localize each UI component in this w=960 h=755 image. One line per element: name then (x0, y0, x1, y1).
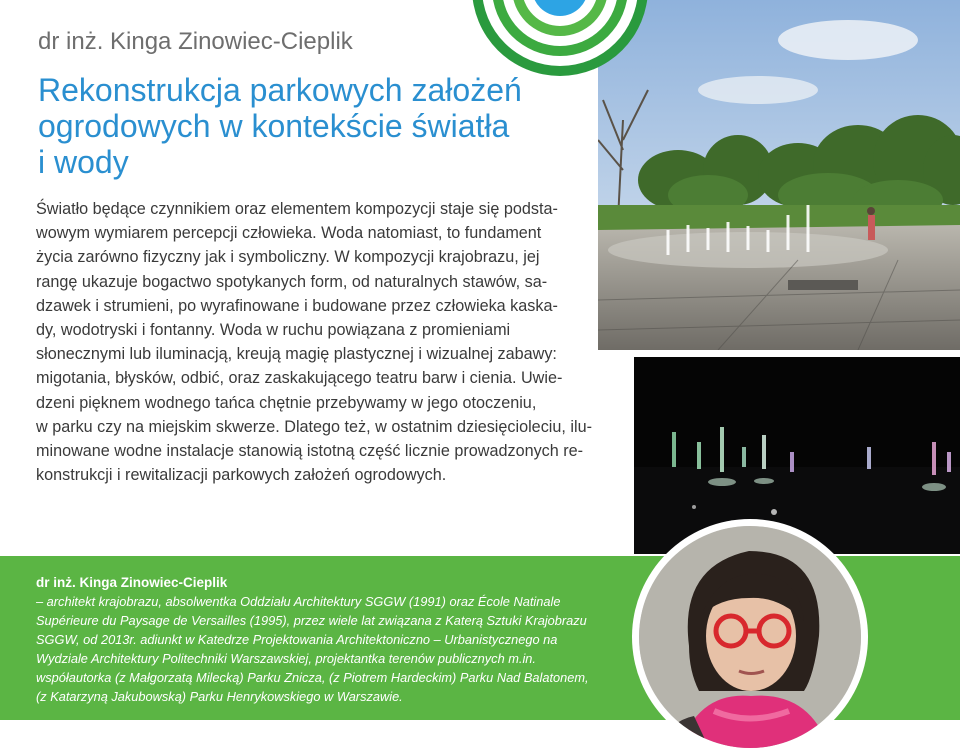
title-line: i wody (38, 144, 129, 180)
body-line: dzawek i strumieni, po wyrafinowane i budowane przez człowieka kaska- (36, 296, 558, 315)
bio-author-name: dr inż. Kinga Zinowiec-Cieplik (36, 575, 228, 590)
article-body (36, 197, 598, 487)
body-line: słonecznymi lub iluminacją, kreują magię plastycznej i wizualnej zabawy: (36, 345, 557, 364)
title-line: ogrodowych w kontekście światła (38, 108, 510, 144)
author-bio (36, 573, 616, 706)
body-line: dy, wodotryski i fontanny. Woda w ruchu powiązana z promieniami (36, 321, 511, 340)
bio-line: SGGW, od 2013r. adiunkt w Katedrze Projektowania Architektoniczno – Urbanistycznego na (36, 632, 558, 647)
body-line: wowym wymiarem percepcji człowieka. Woda natomiast, to fundament (36, 224, 542, 243)
body-line: dzeni pięknem wodnego tańca chętnie przebywamy w jego otoczeniu, (36, 393, 537, 412)
body-line: minowane wodne instalacje stanowią istotną część licznie prowadzonych re- (36, 442, 584, 461)
bio-line: współautorka (z Małgorzatą Milecką) Parku Znicza, (z Piotrem Hardeckim) Parku Nad Balatonem, (36, 670, 589, 685)
title-line: Rekonstrukcja parkowych założeń (38, 72, 522, 108)
bio-line: – architekt krajobrazu, absolwentka Oddziału Architektury SGGW (1991) oraz École Natinale (36, 594, 561, 609)
fountain-day-photo (598, 0, 960, 350)
body-line: rangę ukazuje bogactwo spotykanych form, od naturalnych stawów, sa- (36, 272, 548, 291)
article-title (38, 72, 598, 180)
author-name: dr inż. Kinga Zinowiec-Cieplik (38, 28, 353, 55)
decorative-circles (472, 0, 648, 76)
body-line: życia zarówno fizyczny jak i symboliczny. W kompozycji krajobrazu, jej (36, 248, 540, 267)
body-line: w parku czy na miejskim skwerze. Dlatego też, w ostatnim dziesięcioleciu, ilu- (36, 417, 592, 436)
author-portrait (639, 526, 861, 748)
body-line: konstrukcji i rewitalizacji parkowych założeń ogrodowych. (36, 466, 447, 485)
body-line: migotania, błysków, odbić, oraz zaskakującego teatru barw i cienia. Uwie- (36, 369, 563, 388)
bio-line: (z Katarzyną Jakubowską) Parku Henrykowskiego w Warszawie. (36, 689, 403, 704)
bio-line: Supérieure du Paysage de Versailles (1995), przez wiele lat związana z Katerą Sztuki Krajobrazu (36, 613, 587, 628)
bio-line: Wydziale Architektury Politechniki Warszawskiej, projektantka terenów publicznych m.in. (36, 651, 536, 666)
body-line: Światło będące czynnikiem oraz elementem kompozycji staje się podsta- (36, 200, 558, 218)
fountain-night-photo (634, 357, 960, 554)
